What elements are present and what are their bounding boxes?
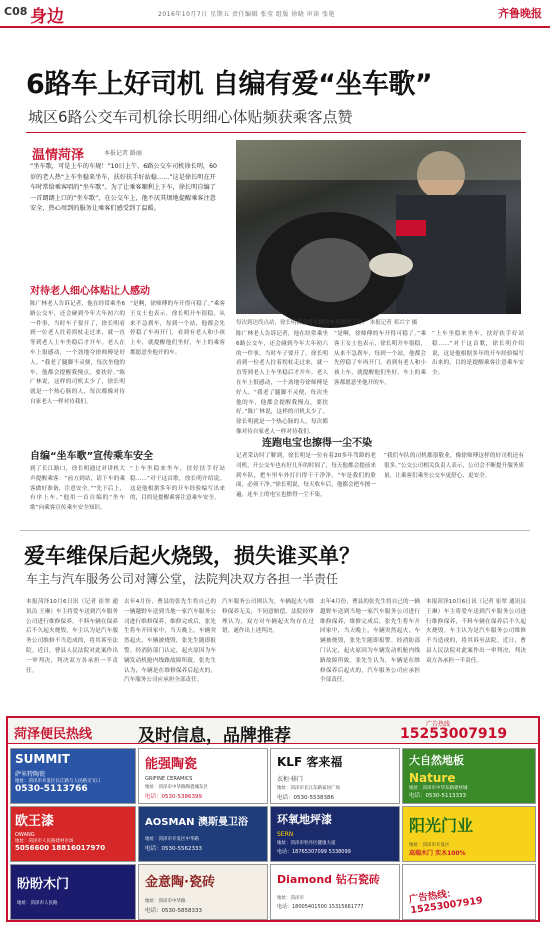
ad-addr: 地址：菏泽市 [277, 896, 304, 901]
ad-phone: 5056600 18816017970 [15, 844, 106, 852]
ad-slogan: 及时信息，品牌推荐 [138, 726, 291, 746]
ad-addr: 地址：菏泽市开发区 [409, 843, 450, 848]
ad-phone: 高端木门 实木100% [409, 850, 466, 857]
ad-addr: 地址：菏泽市开发区中华路 [145, 837, 199, 842]
ad-brand: 盼盼木门 [17, 877, 70, 892]
ad-brand: 广告热线：15253007919 [408, 887, 484, 917]
headline: 6路车上好司机 自编有爱“坐车歌” [26, 69, 433, 100]
photo-text-3: “上车坐稳来坐车，扶好扶手好站稳……”对于这首歌，徐长明介绍说，这是他根据多年的开车经验编写出来的，目的是提醒乘客注意乘车安全。 [432, 331, 524, 377]
ad-addr: 地址：菏泽市人民路建材市场 [15, 839, 74, 844]
ad-brand: 阳光门业 [409, 816, 474, 835]
news-photo [236, 140, 521, 314]
ad-phone: 0530-5113766 [15, 784, 88, 794]
section-title: 身边 [30, 7, 64, 27]
lede-paragraph: “坐车歌，可是上车的车规！”10日上午，6路公交车司机徐长明，60岁的老人热“上车坐稳来坐车，扶好扶手好站稳……”这是徐长明在开车时常给乘客唱的“坐车歌”。为了让乘客顺利上下车，徐长明自编了一首朗朗上口的“坐车歌”，在公交车上，他不厌其烦地提醒乘客注意安全，热心周到的服务让乘客们感受到了温暖。 [30, 163, 217, 212]
ad-brand: 金意陶·瓷砖 [145, 875, 215, 890]
photo-text-2: “是啊，徐师傅的车开得可稳了。”乘客王女士也表示，徐长明开车很稳，从来不急刹车，每到一个站，他都会先停稳了车再开门，看到有老人和小孩上车，就提醒他们坐好，车上的乘客都愿意坐他开的车。 [334, 331, 426, 386]
page-number: C08 [4, 5, 28, 18]
ad-cell[interactable] [270, 864, 400, 920]
ad-addr: 地址：菏泽市人民路 [17, 901, 58, 906]
ad-sub: GRIFINE CERAMICS [145, 776, 193, 782]
ad-brand: AOSMAN 澳斯曼卫浴 [145, 817, 248, 828]
ad-cell[interactable] [10, 806, 136, 862]
photo-text-1: 陈广林老人告诉记者，他在经常乘坐6路公交车，还会碰到今年大年初六的一件事，当时车子要开了，徐长明看到一位老人拄着拐杖走过来，就一直等到老人上车坐稳后才开车。老人在车上很感动，一个劲地夸徐师傅是好人。“我老了腿脚不灵便，每次坐他的车，他都会提醒我慢点，要扶好。”陈广林说，这样的司机太少了，徐长明就是一个热心肠的人，每次都像对待自家老人一样对待我们。 [236, 331, 328, 435]
subheadline-2: 车主与汽车服务公司对簿公堂，法院判决双方各担一半责任 [26, 572, 339, 586]
story2-col-3: 汽车服务公司则认为，车辆起火与维修保养无关，不同意赔偿。法院经审理认为，双方对车辆起火均存在过错，遂作出上述判决。 [222, 599, 314, 635]
ad-addr: 地址：菏泽市中华路 [145, 899, 186, 904]
subheadline: 城区6路公交车司机徐长明细心体贴频获乘客点赞 [28, 108, 353, 126]
classified-ads [6, 716, 540, 922]
ad-brand: 环氧地坪漆 [277, 813, 332, 826]
sub3-text: 记者采访时了解到，徐长明是一位有着20多年驾龄的老司机，开公交车也有好几年的时间了，每天他都会提前来到车队，把车里车外打扫得干干净净。“车是我们的脸面，必须干净。”徐长明说，每天收车后，他都会把车擦一遍，连车上的电宝也擦得一尘不染。 [236, 453, 376, 499]
ad-phone: 电话：0530-5538386 [277, 795, 334, 801]
photo-caption: 每次到达终点站，徐长明都会将车辆的车顶擦洗干净。 本报记者 邓兴宇 摄 [236, 320, 418, 326]
ad-brand: Diamond 钻石瓷砖 [277, 873, 380, 886]
hotline-label: 广告热线 [426, 721, 451, 728]
ad-brand: 欧王漆 [15, 814, 55, 829]
ad-addr: 地址：菏泽市中华路陶瓷城东区 [145, 785, 208, 790]
ad-cell[interactable] [138, 748, 268, 804]
ad-cell[interactable] [270, 806, 400, 862]
ad-addr: 地址：菏泽市开发区长江路与人民路交叉口 [15, 779, 101, 784]
ad-brand: 大自然地板 [409, 754, 464, 767]
byline: 本报记者 路丽 [104, 150, 142, 157]
divider [20, 530, 530, 531]
ad-cell[interactable] [138, 864, 268, 920]
sub1-block [30, 282, 220, 297]
ad-cell[interactable] [402, 806, 536, 862]
ad-title: 菏泽便民热线 [14, 727, 93, 742]
ad-cell[interactable] [402, 748, 536, 804]
ad-phone: 电话：0530-5562333 [145, 846, 202, 852]
ad-cell[interactable] [138, 806, 268, 862]
ad-sub: 萨米特陶瓷 [15, 771, 46, 778]
newspaper-brand: 齐鲁晚报 [498, 7, 542, 20]
sub2-text-2: “上车坐稳来坐车，扶好扶手好站稳……”对于这首歌，徐长明介绍说，这是他根据多年的开车经验编写出来的，目的是提醒乘客注意乘车安全。 [130, 466, 225, 502]
story2-col-2: 去年4月份，曹县的张先生将自己的一辆越野车送到当地一家汽车服务公司进行维修保养，维修完成后，张先生将车开回家中，当天晚上，车辆突然起火，车辆被烧毁，张先生随即报警。经消防部门认定，起火原因为车辆发动机舱内线路故障所致。张先生认为，车辆是在维修保养后起火的，汽车服务公司应承担全部责任。 [124, 599, 216, 684]
sub1-text: 陈广林老人告诉记者，他在经常乘坐6路公交车，还会碰到今年大年初六的一件事，当时车子要开了，徐长明看到一位老人拄着拐杖走过来，就一直等到老人上车坐稳后才开车。老人在车上很感动，一个劲地夸徐师傅是好人。“我老了腿脚不灵便，每次坐他的车，他都会提醒我慢点，要扶好。”陈广林说，这样的司机太少了，徐长明就是一个热心肠的人，每次都像对待自家老人一样对待我们。 [30, 301, 125, 405]
story2-col-1: 本报菏泽10月6日讯（记者 崔翠 通讯员 王琳）车主将爱车送到汽车服务公司进行维修保养，不料车辆在保养后不久起火烧毁。车主认为是汽车服务公司维修不当造成的，将其诉至法院。近日，曹县人民法院对此案作出一审判决，判决双方各承担一半责任。 [26, 599, 118, 674]
ad-sub: Nature [409, 771, 456, 785]
ad-brand: SUMMIT [15, 752, 70, 766]
ad-addr: 地址：菏泽市长江东路家居广场 [277, 786, 340, 791]
ad-phone: 电话：18005401500 15315661777 [277, 904, 364, 910]
sub2-text: 到了长江路口，徐长明通过对讲机大声提醒乘客：“前方到站，请下车的乘客做好准备，注意安全。”“先下后上，有序上车。”他用一首自编的“坐车歌”向乘客宣传乘车安全知识。 [30, 466, 125, 512]
photo-illustration [236, 140, 521, 314]
ad-addr: 地址：菏泽市中华东路建材城 [409, 786, 468, 791]
ad-cell[interactable] [10, 864, 136, 920]
hotline-number: 15253007919 [400, 726, 508, 742]
ad-sub: SERN [277, 831, 294, 838]
ad-phone: 电话：0530-5858333 [145, 908, 202, 914]
ad-addr: 地址：菏泽市牡丹区健康大道 [277, 841, 336, 846]
divider [26, 132, 526, 133]
ad-phone: 电话：0530-5113333 [409, 793, 466, 799]
subhead-3: 连跑电宝也擦得一尘不染 [262, 438, 372, 449]
ad-sub: 衣柜·移门 [277, 776, 303, 783]
column-tag: 温情菏泽 [32, 148, 85, 163]
ad-cell[interactable] [402, 864, 536, 920]
ad-phone: 电话：18765307099 5338099 [277, 849, 351, 855]
ad-cell[interactable] [270, 748, 400, 804]
sub1-text-2: “是啊，徐师傅的车开得可稳了。”乘客王女士也表示，徐长明开车很稳，从来不急刹车，每到一个站，他都会先停稳了车再开门，看到有老人和小孩上车，就提醒他们坐好，车上的乘客都愿意坐他开的车。 [130, 301, 225, 356]
subhead-1: 对待老人细心体贴让人感动 [30, 286, 150, 297]
ad-brand: KLF 客来福 [277, 755, 343, 769]
ad-phone: 电话：0530-5386399 [145, 794, 202, 800]
story2-col-4: 去年4月份，曹县的张先生将自己的一辆越野车送到当地一家汽车服务公司进行维修保养，维修完成后，张先生将车开回家中，当天晚上，车辆突然起火，车辆被烧毁，张先生随即报警。经消防部门认定，起火原因为车辆发动机舱内线路故障所致。张先生认为，车辆是在维修保养后起火的，汽车服务公司应承担全部责任。 [320, 599, 420, 684]
subhead-2: 自编“坐车歌”宣传乘车安全 [30, 451, 154, 462]
headline-2: 爱车维保后起火烧毁，损失谁买单？ [24, 544, 360, 568]
sub3-text-2: “我们车队的司机都很敬业，像徐师傅这样的好司机还有很多。”公交公司相关负责人表示，公司会不断提升服务质量，让乘客们乘坐公交车更舒心、更安全。 [384, 453, 524, 479]
issue-meta: 2016年10月7日 星期五 责任编辑 张莹 组版 徐晓 审读 张艳 [158, 11, 336, 18]
story2-col-5: 本报菏泽10月6日讯（记者 崔翠 通讯员 王琳）车主将爱车送到汽车服务公司进行维修保养，不料车辆在保养后不久起火烧毁。车主认为是汽车服务公司维修不当造成的，将其诉至法院。近日，曹县人民法院对此案作出一审判决，判决双方各承担一半责任。 [426, 599, 526, 664]
ad-sub: OWANG [15, 832, 35, 838]
ad-brand: 能强陶瓷 [145, 757, 198, 772]
ad-cell[interactable] [10, 748, 136, 804]
